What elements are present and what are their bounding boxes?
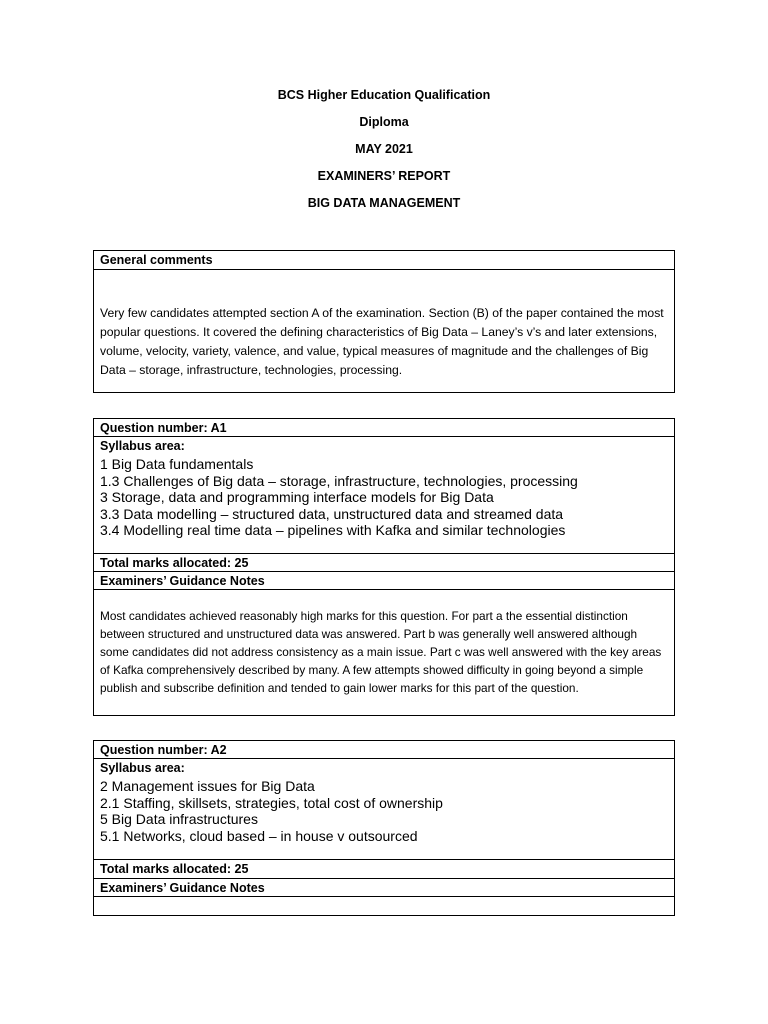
a1-guidance-label: Examiners’ Guidance Notes: [100, 574, 265, 588]
a1-question-number: Question number: A1: [100, 421, 227, 435]
a2-syllabus-item: 5.1 Networks, cloud based – in house v outsourced: [100, 827, 418, 844]
a1-question-row: [94, 419, 674, 436]
a2-question-number: Question number: A2: [100, 743, 227, 757]
a1-syllabus-item: 3 Storage, data and programming interface models for Big Data: [100, 489, 494, 505]
general-comments-table: [93, 250, 675, 393]
a1-guidance-text: Most candidates achieved reasonably high marks for this question. For part a the essential distinction between structured and unstructured data was answered. Part b was generally well answered although some candidates did not address consistency as a main issue. Part c was well answered with the key areas of Kafka comprehensively described by many. A few attempts showed difficulty in going beyond a simple publish and subscribe definition and tended to gain lower marks for this part of the question.: [100, 609, 662, 695]
report-subject: BIG DATA MANAGEMENT: [307, 196, 461, 210]
general-comments-label: General comments: [100, 253, 213, 267]
a2-total-marks: Total marks allocated: 25: [100, 862, 249, 876]
a1-syllabus-item: 1 Big Data fundamentals: [100, 456, 254, 472]
a1-syllabus-label: Syllabus area:: [100, 439, 185, 453]
report-type: EXAMINERS’ REPORT: [317, 169, 451, 183]
a2-syllabus-item: 2 Management issues for Big Data: [100, 778, 315, 794]
a2-syllabus-item: 5 Big Data infrastructures: [100, 811, 258, 827]
a1-marks-row: [94, 553, 674, 571]
general-comments-header-row: [94, 251, 674, 269]
report-date: MAY 2021: [355, 142, 413, 156]
a1-guidance-body-row: [94, 589, 674, 715]
a2-marks-row: [94, 859, 674, 878]
a2-syllabus-label: Syllabus area:: [100, 761, 185, 775]
a1-guidance-header-row: [94, 571, 674, 589]
report-qualification: BCS Higher Education Qualification: [277, 88, 491, 102]
a1-total-marks: Total marks allocated: 25: [100, 556, 249, 570]
a2-question-row: [94, 741, 674, 758]
general-comments-body-row: [94, 269, 674, 392]
question-a2-table: [93, 740, 675, 916]
a1-syllabus-item: 3.3 Data modelling – structured data, unstructured data and streamed data: [100, 505, 564, 522]
report-level: Diploma: [359, 115, 409, 129]
question-a1-table: [93, 418, 675, 716]
a2-syllabus-item: 2.1 Staffing, skillsets, strategies, total cost of ownership: [100, 794, 443, 811]
a2-guidance-body-row: [94, 896, 674, 915]
general-comments-text: Very few candidates attempted section A of the examination. Section (B) of the paper contained the most popular questions. It covered the defining characteristics of Big Data – Laney’s v’s and later extensions, volume, velocity, variety, valence, and value, typical measures of magnitude and the challenges of Big Data – storage, infrastructure, technologies, processing.: [100, 306, 664, 377]
a2-syllabus-row: [94, 758, 674, 859]
a2-guidance-label: Examiners’ Guidance Notes: [100, 881, 265, 895]
a1-syllabus-item: 3.4 Modelling real time data – pipelines with Kafka and similar technologies: [100, 522, 566, 538]
a2-guidance-header-row: [94, 878, 674, 896]
a1-syllabus-row: [94, 436, 674, 553]
a1-syllabus-item: 1.3 Challenges of Big data – storage, infrastructure, technologies, processing: [100, 472, 578, 489]
